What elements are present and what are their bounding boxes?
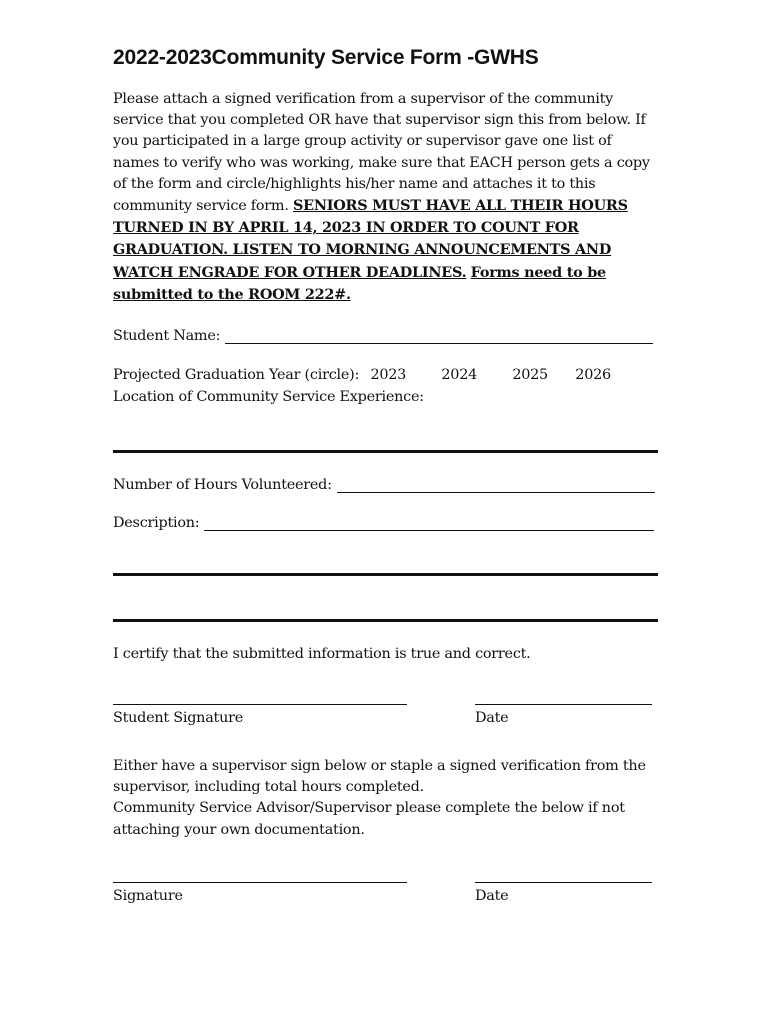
supervisor-instructions-line1: Either have a supervisor sign below or staple a signed verification from the supervisor, including total hours completed. — [113, 758, 646, 796]
instructions-text: Please attach a signed verification from a supervisor of the community service that you completed OR have that supervisor sign this from below. If you participated in a large group activity or supervisor gave one list of names to verify who was working, make sure that EACH person gets a copy of the form and circle/highlights his/her name and attaches it to this community service form. — [113, 91, 650, 215]
location-field-line[interactable] — [113, 450, 658, 453]
student-signature-row — [113, 688, 658, 734]
student-name-row — [113, 328, 653, 344]
graduation-year-label: Projected Graduation Year (circle): — [113, 367, 360, 384]
seniors-deadline-notice: SENIORS MUST HAVE ALL THEIR HOURS TURNED IN BY APRIL 14, 2023 IN ORDER TO COUNT FOR GRADUATION. LISTEN TO MORNING ANNOUNCEMENTS AND WATCH ENGRADE FOR OTHER DEADLINES. — [113, 197, 628, 281]
description-field[interactable] — [204, 516, 654, 531]
certify-statement: I certify that the submitted information is true and correct. — [113, 646, 531, 663]
student-date-label: Date — [475, 710, 509, 727]
supervisor-signature-line[interactable] — [113, 882, 407, 883]
description-line-2[interactable] — [113, 573, 658, 576]
grad-year-option[interactable]: 2023 — [370, 367, 407, 384]
supervisor-date-line[interactable] — [475, 882, 652, 883]
grad-year-option[interactable]: 2026 — [575, 367, 611, 384]
hours-field[interactable] — [337, 478, 655, 493]
supervisor-signature-label: Signature — [113, 887, 183, 904]
student-signature-label: Student Signature — [113, 710, 243, 727]
supervisor-instructions — [113, 756, 658, 841]
grad-year-option[interactable]: 2025 — [512, 367, 548, 384]
graduation-year-block — [113, 365, 658, 408]
instructions-paragraph — [113, 89, 658, 306]
supervisor-instructions-line2: Community Service Advisor/Supervisor please complete the below if not attaching your own documentation. — [113, 800, 625, 838]
description-line-3[interactable] — [113, 619, 658, 622]
student-name-field[interactable] — [225, 329, 653, 344]
form-page — [113, 46, 658, 912]
form-title: 2022-2023Community Service Form -GWHS — [113, 46, 539, 69]
location-label: Location of Community Service Experience: — [113, 388, 424, 405]
description-label: Description: — [113, 515, 200, 532]
student-name-label: Student Name: — [113, 328, 221, 345]
hours-label: Number of Hours Volunteered: — [113, 477, 332, 494]
student-signature-line[interactable] — [113, 704, 407, 705]
supervisor-signature-row — [113, 866, 658, 912]
description-row — [113, 515, 654, 531]
supervisor-date-label: Date — [475, 887, 509, 904]
graduation-year-row — [113, 365, 658, 387]
grad-year-option[interactable]: 2024 — [441, 367, 478, 384]
submission-room-notice: Forms need to be submitted to the ROOM 222#. — [113, 263, 606, 303]
hours-row — [113, 477, 655, 493]
student-date-line[interactable] — [475, 704, 652, 705]
